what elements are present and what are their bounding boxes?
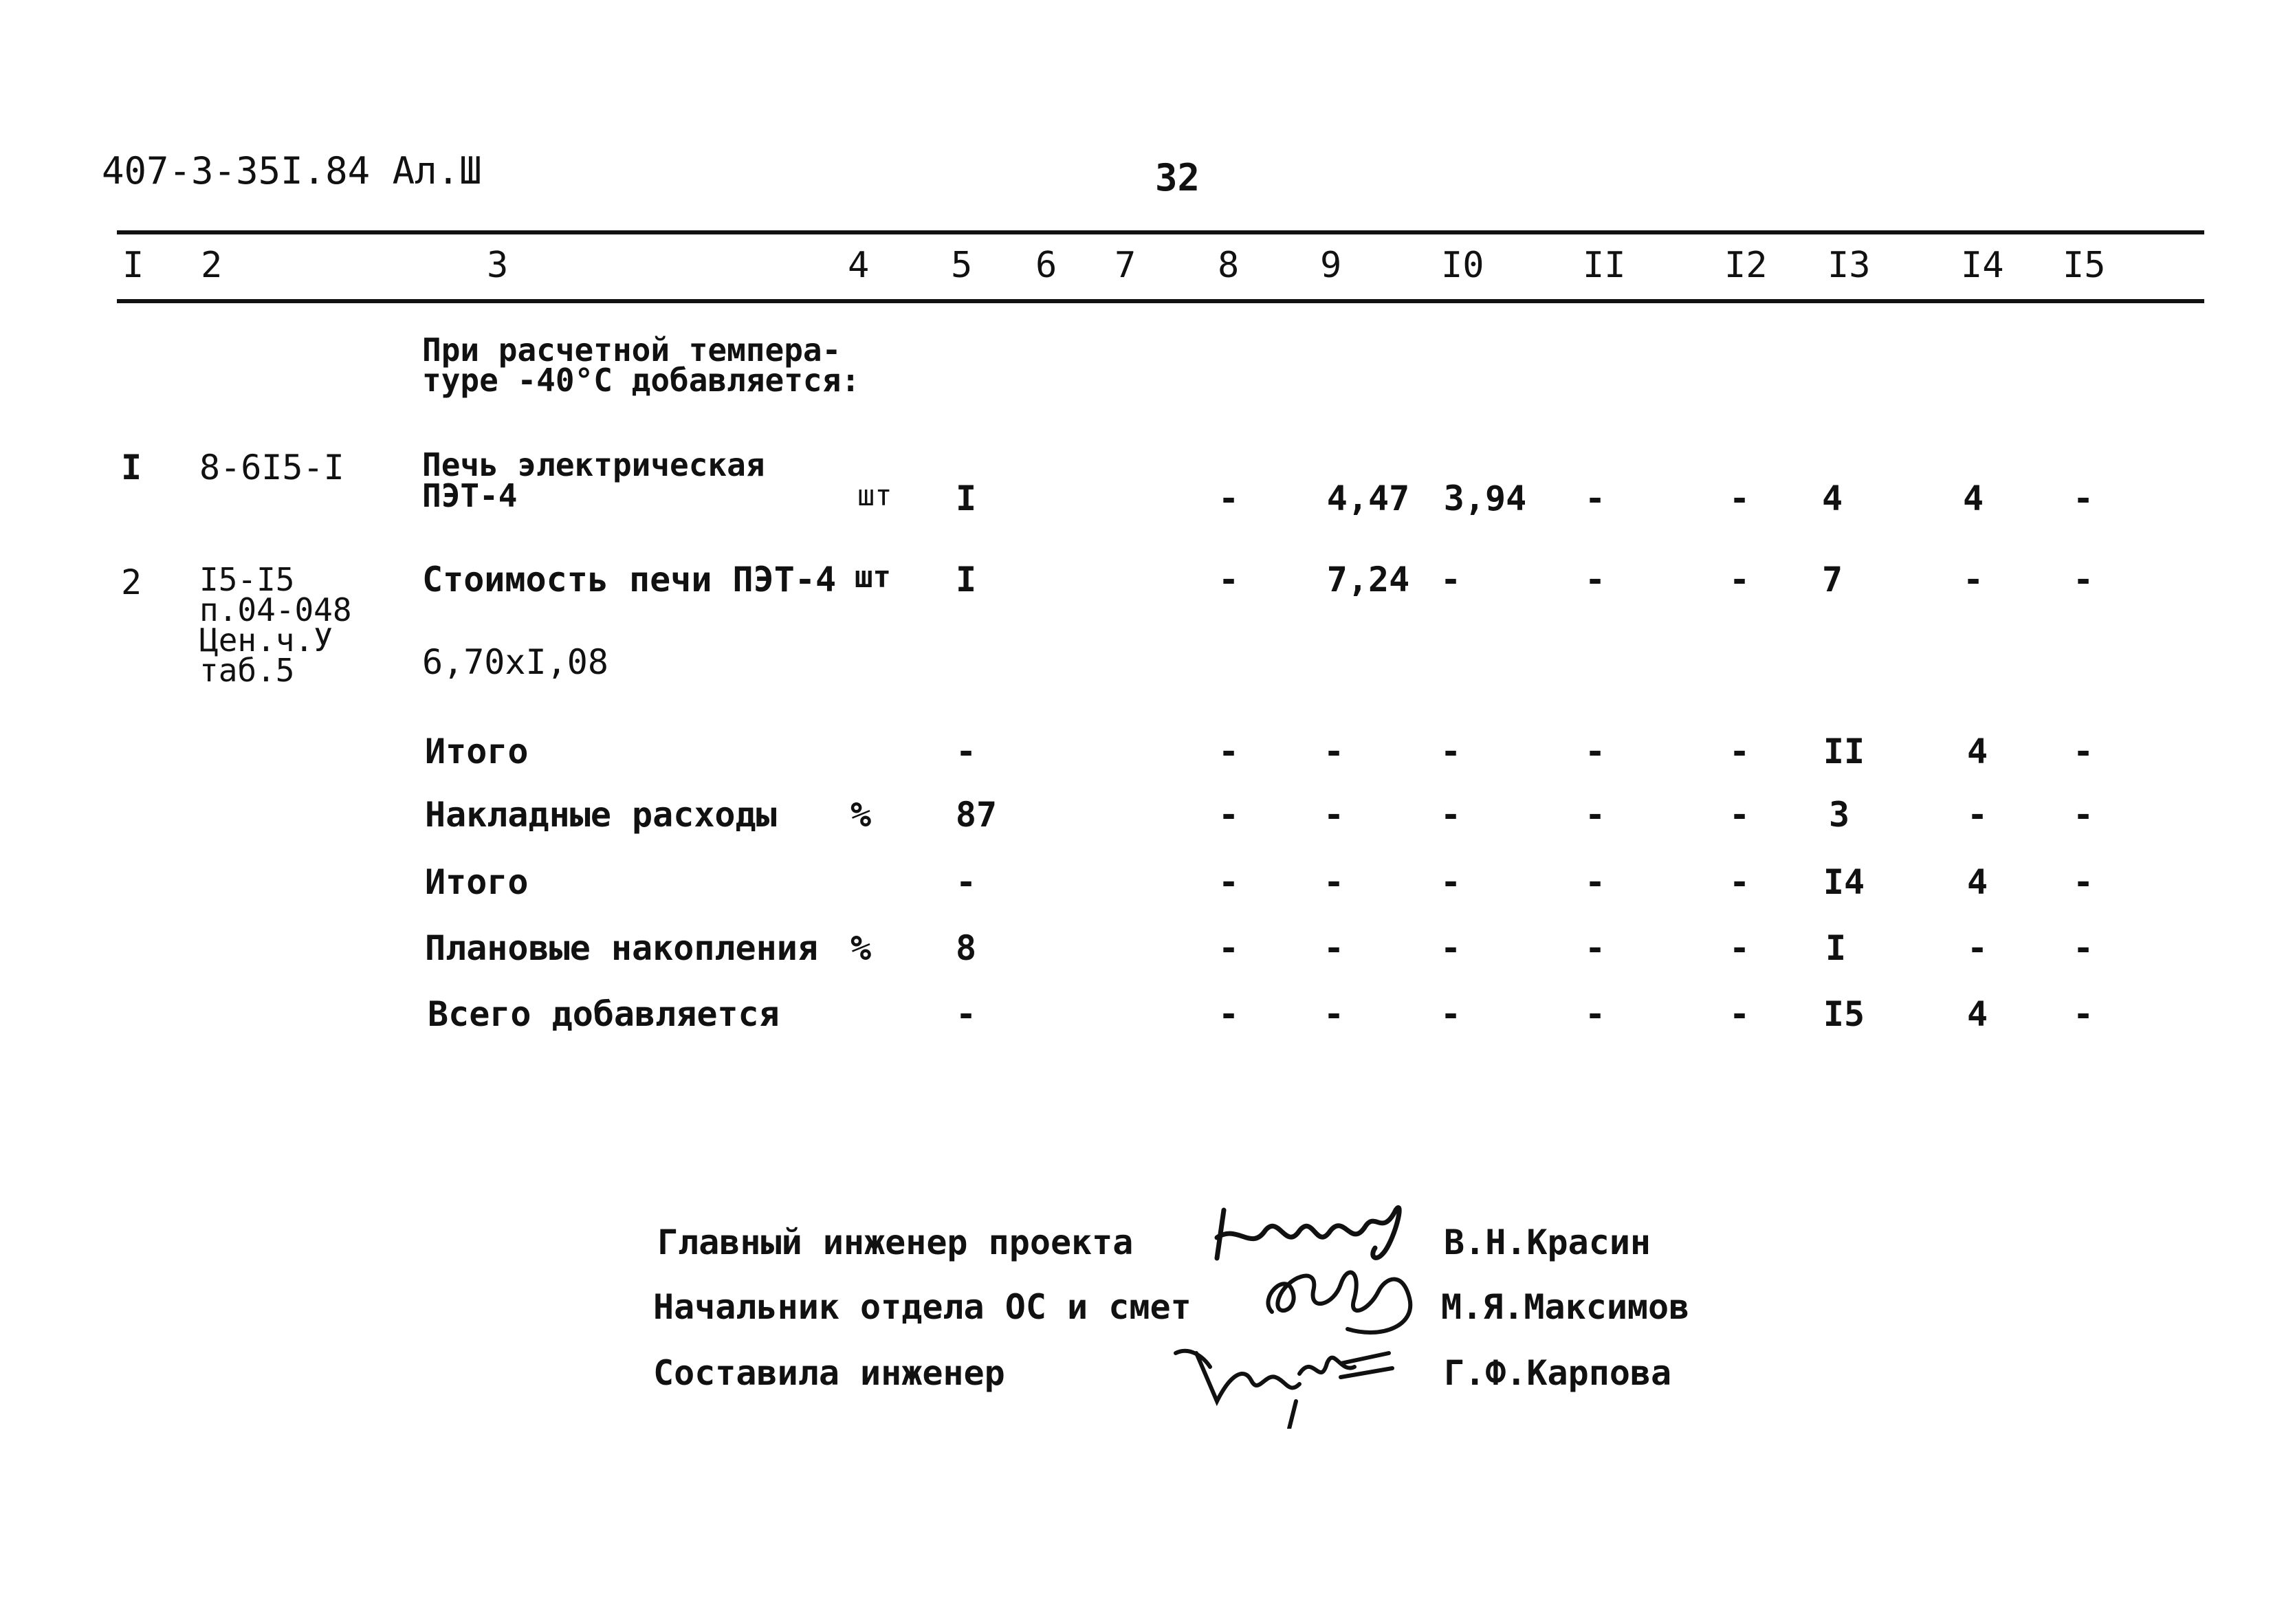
cell-col11: -: [1584, 732, 1606, 771]
table-top-rule: [117, 230, 2204, 234]
total-label: Итого: [425, 862, 529, 902]
row-number: I: [121, 448, 142, 487]
column-header: I5: [2063, 245, 2106, 286]
calculation: 6,70хI,08: [422, 642, 608, 682]
cell-col9: 7,24: [1326, 560, 1410, 600]
column-header: 7: [1114, 245, 1136, 286]
cell-col15: -: [2072, 479, 2094, 518]
cell-col15: -: [2072, 732, 2094, 771]
cell-col8: -: [1218, 862, 1240, 902]
signer-role: Главный инженер проекта: [657, 1222, 1134, 1262]
signer-name: В.Н.Красин: [1444, 1222, 1651, 1262]
row-number: 2: [121, 562, 142, 602]
cell-col13: 3: [1828, 795, 1850, 835]
intro-line-1: При расчетной темпера-: [422, 331, 842, 369]
unit: шт: [855, 560, 891, 595]
column-header: 3: [487, 245, 509, 286]
cell-col10: -: [1440, 732, 1462, 771]
column-header: 5: [951, 245, 973, 286]
cell-col9: -: [1323, 928, 1345, 968]
cell-col14: 4: [1966, 732, 1988, 771]
unit: %: [850, 795, 872, 835]
cell-col8: -: [1218, 560, 1240, 600]
cell-col5: I: [955, 560, 977, 600]
cell-col10: -: [1440, 862, 1462, 902]
cell-col11: -: [1584, 994, 1606, 1034]
price-code: 8-6I5-I: [199, 448, 344, 487]
cell-col10: -: [1440, 560, 1462, 600]
cell-col15: -: [2072, 862, 2094, 902]
cell-col5: -: [955, 732, 977, 771]
cell-col8: -: [1218, 479, 1240, 518]
cell-col15: -: [2072, 795, 2094, 835]
table-header-rule: [117, 299, 2204, 303]
cell-col14: -: [1966, 795, 1988, 835]
column-header: 8: [1218, 245, 1240, 286]
unit: %: [850, 928, 872, 968]
cell-col10: 3,94: [1443, 479, 1527, 518]
column-header: I2: [1724, 245, 1768, 286]
cell-col12: -: [1728, 928, 1750, 968]
cell-col13: II: [1823, 732, 1865, 771]
column-header: I3: [1827, 245, 1871, 286]
cell-col12: -: [1728, 732, 1750, 771]
cell-col8: -: [1218, 928, 1240, 968]
cell-col5: -: [955, 862, 977, 902]
unit: шт: [857, 479, 892, 512]
cell-col12: -: [1728, 994, 1750, 1034]
cell-col13: I4: [1823, 862, 1865, 902]
total-label: Плановые накопления: [425, 928, 818, 968]
price-code-line: п.04-048: [199, 591, 352, 628]
cell-col12: -: [1728, 795, 1750, 835]
cell-col15: -: [2072, 994, 2094, 1034]
total-label: Итого: [425, 732, 529, 771]
item-name-cont: ПЭТ-4: [422, 477, 518, 514]
cell-col14: -: [1962, 560, 1984, 600]
cell-col10: -: [1440, 928, 1462, 968]
cell-col13: 7: [1821, 560, 1843, 600]
cell-col13: I5: [1823, 994, 1865, 1034]
cell-col5: -: [955, 994, 977, 1034]
cell-col8: -: [1218, 732, 1240, 771]
column-header: I0: [1441, 245, 1484, 286]
cell-col9: -: [1323, 862, 1345, 902]
item-name: Печь электрическая: [422, 446, 765, 483]
column-header: I: [122, 245, 144, 286]
cell-col8: -: [1218, 795, 1240, 835]
column-header: I4: [1961, 245, 2004, 286]
column-header: 2: [201, 245, 223, 286]
cell-col9: -: [1323, 994, 1345, 1034]
column-header: II: [1583, 245, 1626, 286]
cell-col14: 4: [1962, 479, 1984, 518]
cell-col11: -: [1584, 795, 1606, 835]
total-label: Накладные расходы: [425, 795, 777, 835]
total-label: Всего добавляется: [428, 994, 780, 1034]
cell-col14: 4: [1966, 994, 1988, 1034]
column-header: 6: [1035, 245, 1057, 286]
cell-col15: -: [2072, 928, 2094, 968]
cell-col10: -: [1440, 795, 1462, 835]
cell-col15: -: [2072, 560, 2094, 600]
cell-col14: -: [1966, 928, 1988, 968]
cell-col14: 4: [1966, 862, 1988, 902]
cell-col12: -: [1728, 862, 1750, 902]
cell-col12: -: [1728, 560, 1750, 600]
intro-line-2: туре -40°С добавляется:: [422, 362, 860, 399]
signer-name: М.Я.Максимов: [1441, 1287, 1690, 1327]
signer-role: Составила инженер: [653, 1353, 1005, 1393]
price-code-line: Цен.ч.У: [199, 622, 333, 659]
signer-name: Г.Ф.Карпова: [1444, 1353, 1672, 1393]
cell-col5: 8: [955, 928, 977, 968]
price-code-line: таб.5: [199, 652, 295, 689]
cell-col8: -: [1218, 994, 1240, 1034]
page-number: 32: [1155, 156, 1200, 199]
cell-col9: 4,47: [1326, 479, 1410, 518]
column-header: 4: [848, 245, 870, 286]
signature-mark: [1169, 1326, 1396, 1429]
cell-col11: -: [1584, 560, 1606, 600]
cell-col5: I: [955, 479, 977, 518]
cell-col11: -: [1584, 862, 1606, 902]
cell-col12: -: [1728, 479, 1750, 518]
cell-col13: 4: [1821, 479, 1843, 518]
signer-role: Начальник отдела ОС и смет: [653, 1287, 1192, 1327]
cell-col13: I: [1825, 928, 1847, 968]
item-name: Стоимость печи ПЭТ-4: [422, 560, 837, 600]
cell-col11: -: [1584, 479, 1606, 518]
document-code: 407-3-35I.84 Ал.Ш: [102, 149, 482, 193]
column-header: 9: [1320, 245, 1342, 286]
cell-col10: -: [1440, 994, 1462, 1034]
cell-col9: -: [1323, 795, 1345, 835]
cell-col11: -: [1584, 928, 1606, 968]
price-code: I5-I5: [199, 561, 295, 598]
cell-col9: -: [1323, 732, 1345, 771]
cell-col5: 87: [955, 795, 998, 835]
